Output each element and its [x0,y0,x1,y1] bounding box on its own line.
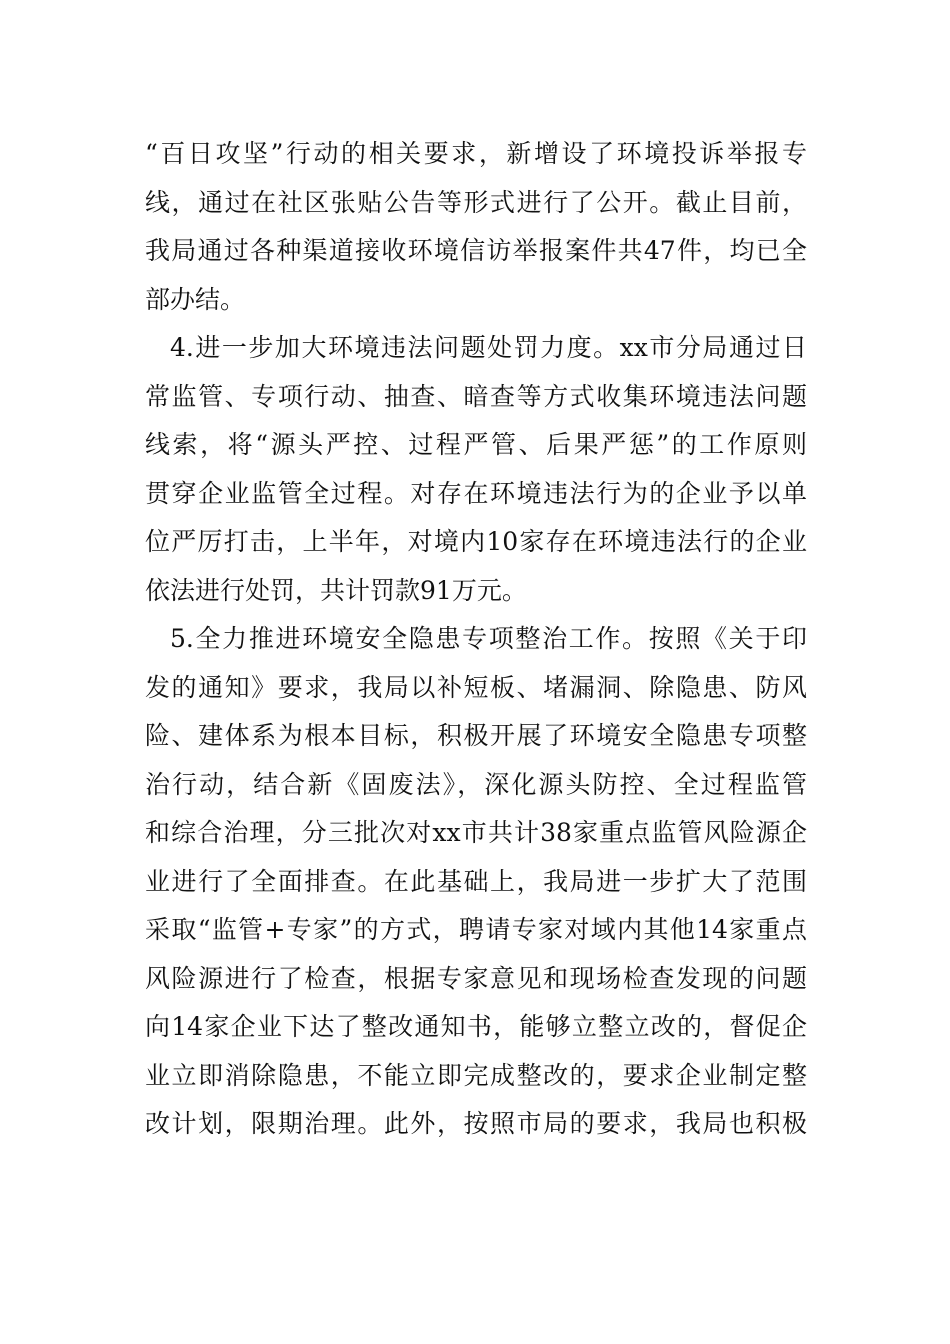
text-line: 依法进行处罚，共计罚款91万元。 [145,575,527,605]
text-line: 改计划，限期治理。此外，按照市局的要求，我局也积极 [145,1109,807,1138]
text-line: 发的通知》要求，我局以补短板、堵漏洞、除隐患、防风 [145,672,807,702]
text-line: 线索，将“源头严控、过程严管、后果严惩”的工作原则 [145,430,807,459]
text-line: 贯穿企业监管全过程。对存在环境违法行为的企业予以单 [145,478,807,508]
text-line: 线，通过在社区张贴公告等形式进行了公开。截止目前， [145,187,807,217]
text-line: 风险源进行了检查，根据专家意见和现场检查发现的问题 [145,963,807,993]
document-body [145,130,807,1149]
text-line: 位严厉打击，上半年，对境内10家存在环境违法行的企业 [145,527,807,556]
text-line: 向14家企业下达了整改通知书，能够立整立改的，督促企 [145,1012,807,1041]
text-line: 险、建体系为根本目标，积极开展了环境安全隐患专项整 [145,721,807,750]
text-line: 和综合治理，分三批次对xx市共计38家重点监管风险源企 [145,818,807,847]
text-line: 部办结。 [145,284,246,314]
text-line: 治行动，结合新《固废法》，深化源头防控、全过程监管 [145,769,807,799]
paragraph-5-first-line: 5.全力推进环境安全隐患专项整治工作。按照《关于印 [170,624,807,653]
text-line: 业立即消除隐患，不能立即完成整改的，要求企业制定整 [145,1060,807,1090]
text-line: 我局通过各种渠道接收环境信访举报案件共47件，均已全 [145,236,807,265]
text-line: “百日攻坚”行动的相关要求，新增设了环境投诉举报专 [145,139,807,168]
text-line: 采取“监管+专家”的方式，聘请专家对域内其他14家重点 [145,915,807,944]
text-line: 常监管、专项行动、抽查、暗查等方式收集环境违法问题 [145,381,807,411]
text-line: 业进行了全面排查。在此基础上，我局进一步扩大了范围 [145,866,807,896]
paragraph-4-first-line: 4.进一步加大环境违法问题处罚力度。xx市分局通过日 [170,333,807,362]
